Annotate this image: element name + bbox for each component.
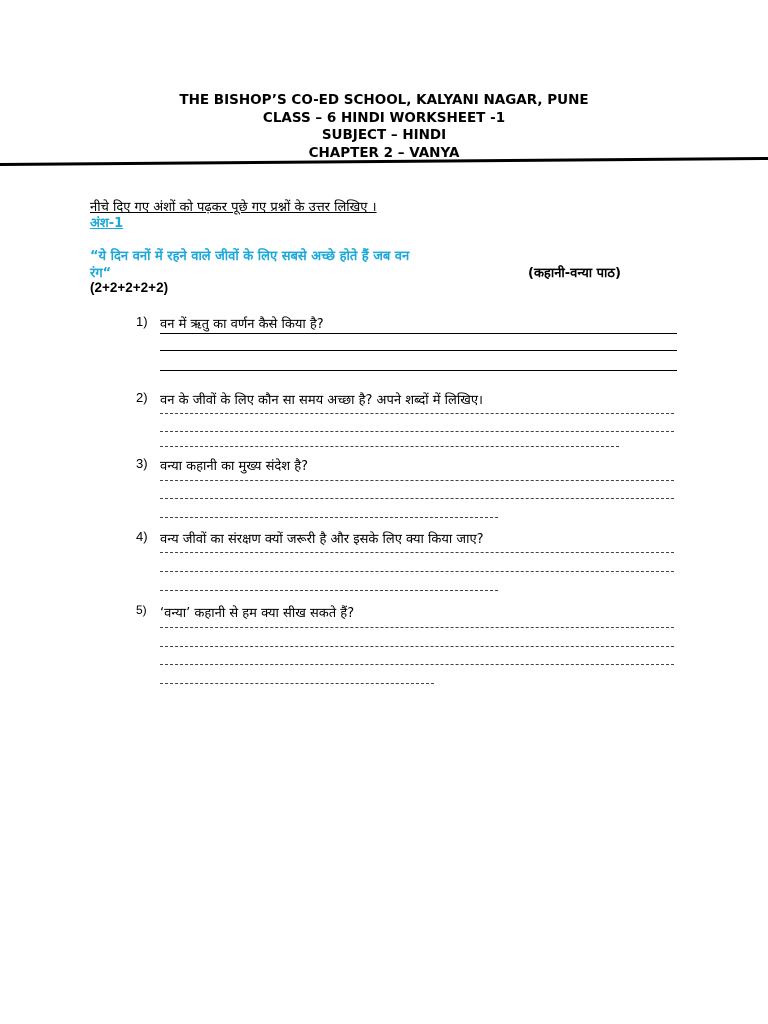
answer-line[interactable] <box>160 590 498 591</box>
passage-quote-line-2: रंग“ <box>90 266 112 281</box>
answer-line[interactable] <box>160 480 674 481</box>
answer-line[interactable] <box>160 498 674 499</box>
document-header <box>0 92 768 162</box>
answer-line[interactable] <box>160 446 619 447</box>
question-text: ‘वन्या’ कहानी से हम क्या सीख सकते हैं? <box>160 606 355 621</box>
question-text: वन्या कहानी का मुख्य संदेश है? <box>160 459 309 474</box>
passage-quote-line-1: “ये दिन वनों में रहने वाले जीवों के लिए सबसे अच्छे होते हैं जब वन <box>90 249 410 264</box>
chapter-line: CHAPTER 2 – VANYA <box>308 144 460 161</box>
answer-line[interactable] <box>160 370 677 371</box>
answer-line[interactable] <box>160 646 674 647</box>
question-number: 3) <box>136 456 148 471</box>
question-number: 1) <box>136 314 148 329</box>
answer-line[interactable] <box>160 664 674 665</box>
question-text: वन में ऋतु का वर्णन कैसे किया है? <box>160 314 677 334</box>
section-label: अंश-1 <box>90 216 124 231</box>
answer-line[interactable] <box>160 413 674 414</box>
school-name: THE BISHOP’S CO-ED SCHOOL, KALYANI NAGAR, PUNE <box>179 92 589 108</box>
instructions: नीचे दिए गए अंशों को पढ़कर पूछे गए प्रश्नों के उत्तर लिखिए । <box>90 200 377 215</box>
marks-distribution: (2+2+2+2+2) <box>90 280 169 295</box>
subject-line: SUBJECT – HINDI <box>321 127 447 143</box>
answer-line[interactable] <box>160 517 498 518</box>
question-text: वन्य जीवों का संरक्षण क्यों जरूरी है और इसके लिए क्या किया जाए? <box>160 532 484 547</box>
answer-line[interactable] <box>160 431 674 432</box>
question-number: 4) <box>136 529 148 544</box>
passage-source: (कहानी-वन्या पाठ) <box>528 266 621 281</box>
answer-line[interactable] <box>160 683 434 684</box>
question-number: 2) <box>136 390 148 405</box>
question-text: वन के जीवों के लिए कौन सा समय अच्छा है? अपने शब्दों में लिखिए। <box>160 393 483 408</box>
answer-line[interactable] <box>160 552 674 553</box>
class-line: CLASS – 6 HINDI WORKSHEET -1 <box>262 109 506 126</box>
answer-line[interactable] <box>160 350 677 351</box>
answer-line[interactable] <box>160 627 674 628</box>
question-number: 5) <box>136 603 147 617</box>
answer-line[interactable] <box>160 571 674 572</box>
